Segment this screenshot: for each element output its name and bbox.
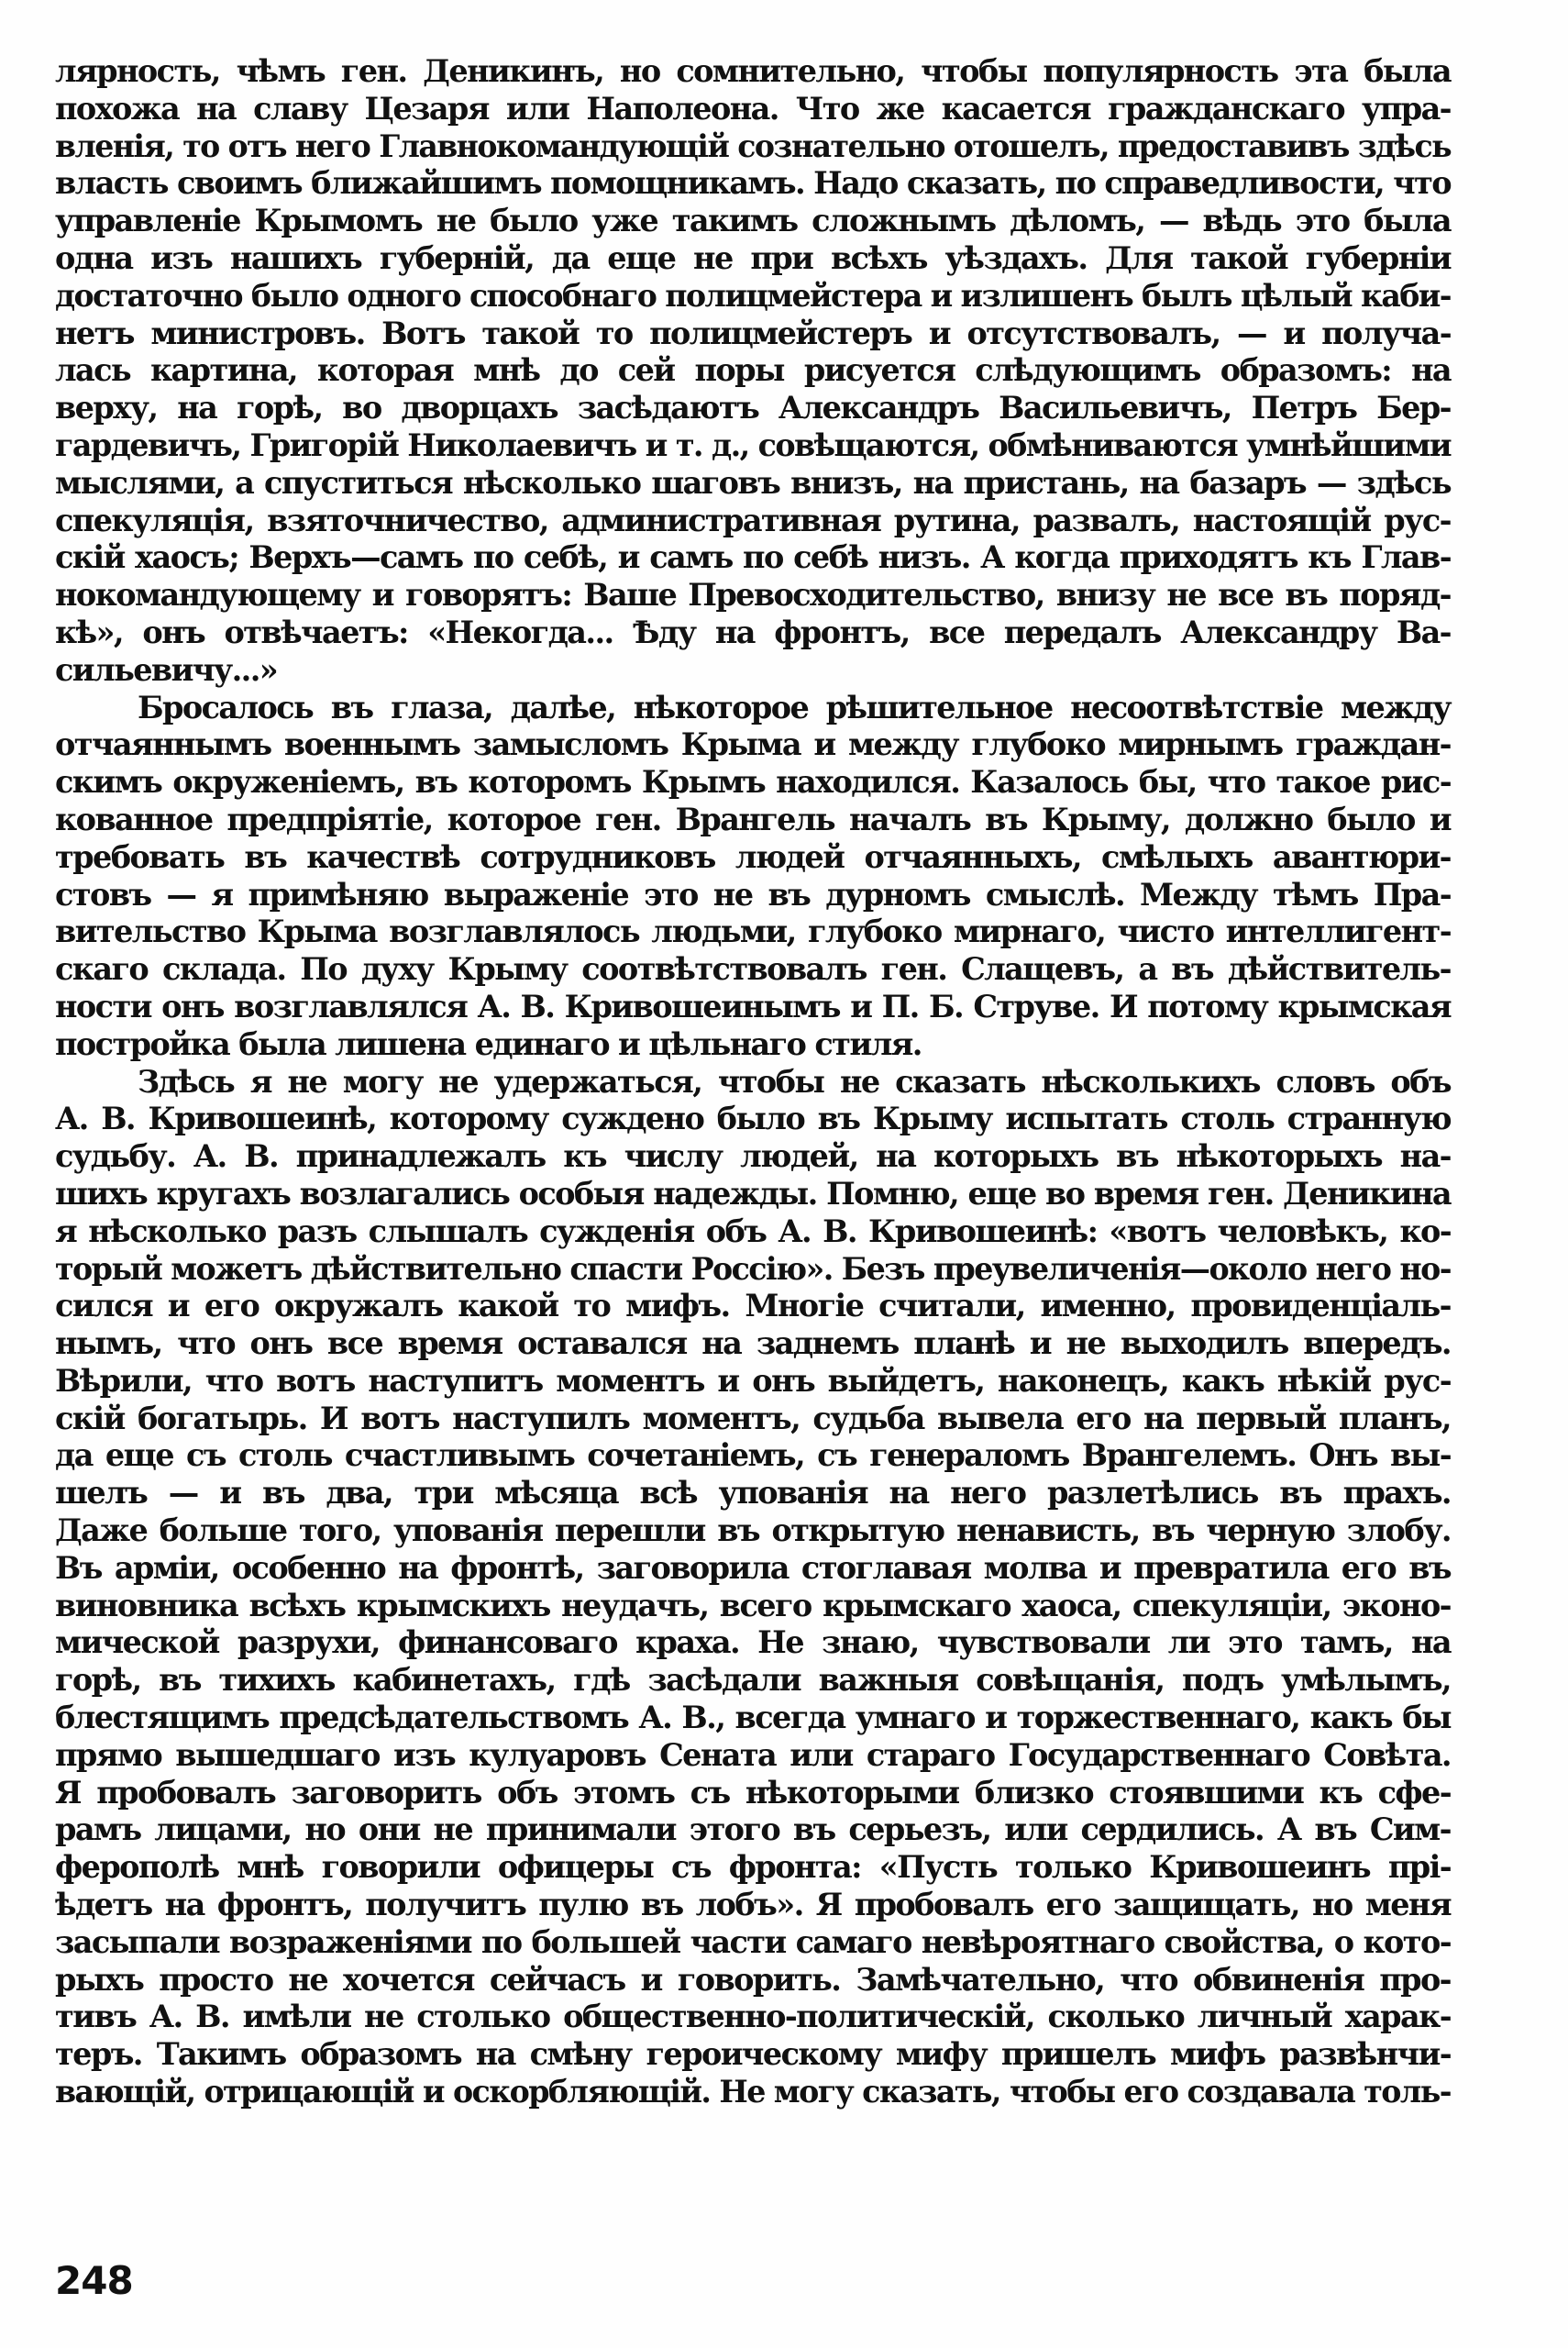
text-line: горѣ, въ тихихъ кабинетахъ, гдѣ засѣдали важныя совѣщанія, подъ умѣлымъ,	[55, 1662, 1451, 1699]
paragraph	[55, 690, 1451, 1064]
text-line: судьбу. А. В. принадлежалъ къ числу людей, на которыхъ въ нѣкоторыхъ на-	[55, 1138, 1451, 1175]
text-line: Вѣрили, что вотъ наступитъ моментъ и онъ выйдетъ, наконецъ, какъ нѣкій рус-	[55, 1362, 1451, 1399]
text-line: достаточно было одного способнаго полицмейстера и излишенъ былъ цѣлый каби-	[55, 277, 1451, 314]
text-line: блестящимъ предсѣдательствомъ А. В., всегда умнаго и торжественнаго, какъ бы	[55, 1700, 1451, 1736]
text-line: ѣдетъ на фронтъ, получитъ пулю въ лобъ». Я пробовалъ его защищать, но меня	[55, 1887, 1451, 1923]
text-line: мической разрухи, финансоваго краха. Не знаю, чувствовали ли это тамъ, на	[55, 1624, 1451, 1661]
text-line: Здѣсь я не могу не удержаться, чтобы не сказать нѣсколькихъ словъ объ	[138, 1063, 1451, 1100]
text-line: Даже больше того, упованія перешли въ открытую ненависть, въ черную злобу.	[55, 1512, 1451, 1549]
text-line: виновника всѣхъ крымскихъ неудачъ, всего крымскаго хаоса, спекуляціи, эконо-	[55, 1587, 1451, 1623]
text-line: торый можетъ дѣйствительно спасти Россію». Безъ преувеличенія—около него но-	[55, 1250, 1451, 1287]
text-line: Я пробовалъ заговорить объ этомъ съ нѣкоторыми близко стоявшими къ сфе-	[55, 1774, 1451, 1811]
page-body-text	[55, 53, 1451, 2111]
paragraph	[55, 53, 1451, 690]
text-line: одна изъ нашихъ губерній, да еще не при всѣхъ уѣздахъ. Для такой губерніи	[55, 239, 1451, 276]
text-line: постройка была лишена единаго и цѣльнаго стиля.	[55, 1025, 922, 1062]
text-line: рыхъ просто не хочется сейчасъ и говорить. Замѣчательно, что обвиненія про-	[55, 1961, 1451, 1998]
text-line: лярность, чѣмъ ген. Деникинъ, но сомнительно, чтобы популярность эта была	[55, 53, 1451, 89]
text-line: ности онъ возглавлялся А. В. Кривошеинымъ и П. Б. Струве. И потому крымская	[55, 988, 1451, 1024]
text-line: прямо вышедшаго изъ кулуаровъ Сената или стараго Государственнаго Совѣта.	[55, 1736, 1451, 1773]
text-line: сильевичу...»	[55, 651, 278, 688]
text-line: скаго склада. По духу Крыму соотвѣтствовалъ ген. Слащевъ, а въ дѣйствитель-	[55, 951, 1451, 988]
text-line: требовать въ качествѣ сотрудниковъ людей отчаянныхъ, смѣлыхъ авантюри-	[55, 838, 1451, 875]
text-line: гардевичъ, Григорій Николаевичъ и т. д., совѣщаются, обмѣниваются умнѣйшими	[55, 426, 1452, 463]
text-line: стовъ — я примѣняю выраженіе это не въ дурномъ смыслѣ. Между тѣмъ Пра-	[55, 876, 1451, 913]
text-line: я нѣсколько разъ слышалъ сужденія объ А. В. Кривошеинѣ: «вотъ человѣкъ, ко-	[55, 1213, 1451, 1249]
text-line: вительство Крыма возглавлялось людьми, глубоко мирнаго, чисто интеллигент-	[55, 914, 1451, 950]
text-line: нокомандующему и говорятъ: Ваше Превосходительство, внизу не все въ поряд-	[55, 577, 1451, 614]
text-line: лась картина, которая мнѣ до сей поры рисуется слѣдующимъ образомъ: на	[55, 352, 1451, 389]
text-line: сился и его окружалъ какой то мифъ. Многіе считали, именно, провиденціаль-	[55, 1288, 1451, 1324]
text-line: А. В. Кривошеинѣ, которому суждено было въ Крыму испытать столь странную	[55, 1101, 1451, 1137]
text-line: похожа на славу Цезаря или Наполеона. Что же касается гражданскаго упра-	[55, 90, 1451, 127]
text-line: нымъ, что онъ все время оставался на заднемъ планѣ и не выходилъ впередъ.	[55, 1325, 1451, 1362]
text-line: скій хаосъ; Верхъ—самъ по себѣ, и самъ по себѣ низъ. А когда приходятъ къ Глав-	[55, 539, 1451, 576]
text-line: кѣ», онъ отвѣчаетъ: «Некогда... Ѣду на фронтъ, все передалъ Александру Ва-	[55, 614, 1451, 650]
text-line: шихъ кругахъ возлагались особыя надежды. Помню, еще во время ген. Деникина	[55, 1175, 1451, 1212]
text-line: ферополѣ мнѣ говорили офицеры съ фронта: «Пусть только Кривошеинъ прі-	[55, 1849, 1451, 1886]
text-line: управленіе Крымомъ не было уже такимъ сложнымъ дѣломъ, — вѣдь это была	[55, 203, 1451, 239]
text-line: Въ арміи, особенно на фронтѣ, заговорила стоглавая молва и превратила его въ	[55, 1549, 1451, 1586]
text-line: отчаяннымъ военнымъ замысломъ Крыма и между глубоко мирнымъ граждан-	[55, 726, 1451, 763]
text-line: Бросалось въ глаза, далѣе, нѣкоторое рѣшительное несоотвѣтствіе между	[138, 689, 1451, 725]
text-line: мыслями, а спуститься нѣсколько шаговъ внизъ, на пристань, на базаръ — здѣсь	[55, 464, 1451, 501]
text-line: теръ. Такимъ образомъ на смѣну героическому мифу пришелъ мифъ развѣнчи-	[55, 2036, 1451, 2073]
text-line: засыпали возраженіями по большей части самаго невѣроятнаго свойства, о кото-	[55, 1923, 1451, 1960]
text-line: да еще съ столь счастливымъ сочетаніемъ, съ генераломъ Врангелемъ. Онъ вы-	[55, 1437, 1451, 1474]
text-line: вающій, отрицающій и оскорбляющій. Не могу сказать, чтобы его создавала толь-	[55, 2074, 1451, 2110]
text-line: шелъ — и въ два, три мѣсяца всѣ упованія на него разлетѣлись въ прахъ.	[55, 1475, 1451, 1512]
text-line: власть своимъ ближайшимъ помощникамъ. Надо сказать, по справедливости, что	[55, 165, 1451, 202]
text-line: спекуляція, взяточничество, административная рутина, развалъ, настоящій рус-	[55, 502, 1451, 538]
text-line: рамъ лицами, но они не принимали этого въ серьезъ, или сердились. А въ Сим-	[55, 1811, 1451, 1848]
text-line: скимъ окруженіемъ, въ которомъ Крымъ находился. Казалось бы, что такое рис-	[55, 764, 1451, 801]
text-line: вленія, то отъ него Главнокомандующій сознательно отошелъ, предоставивъ здѣсь	[55, 127, 1452, 164]
paragraph	[55, 1064, 1451, 2111]
text-line: верху, на горѣ, во дворцахъ засѣдаютъ Александръ Васильевичъ, Петръ Бер-	[55, 390, 1451, 426]
page-number: 248	[55, 2258, 133, 2303]
text-line: скій богатырь. И вотъ наступилъ моментъ, судьба вывела его на первый планъ,	[55, 1400, 1451, 1436]
text-line: нетъ министровъ. Вотъ такой то полицмейстеръ и отсутствовалъ, — и получа-	[55, 315, 1451, 351]
text-line: кованное предпріятіе, которое ген. Врангель началъ въ Крыму, должно было и	[55, 801, 1451, 837]
text-line: тивъ А. В. имѣли не столько общественно-политическій, сколько личный харак-	[55, 1999, 1451, 2035]
